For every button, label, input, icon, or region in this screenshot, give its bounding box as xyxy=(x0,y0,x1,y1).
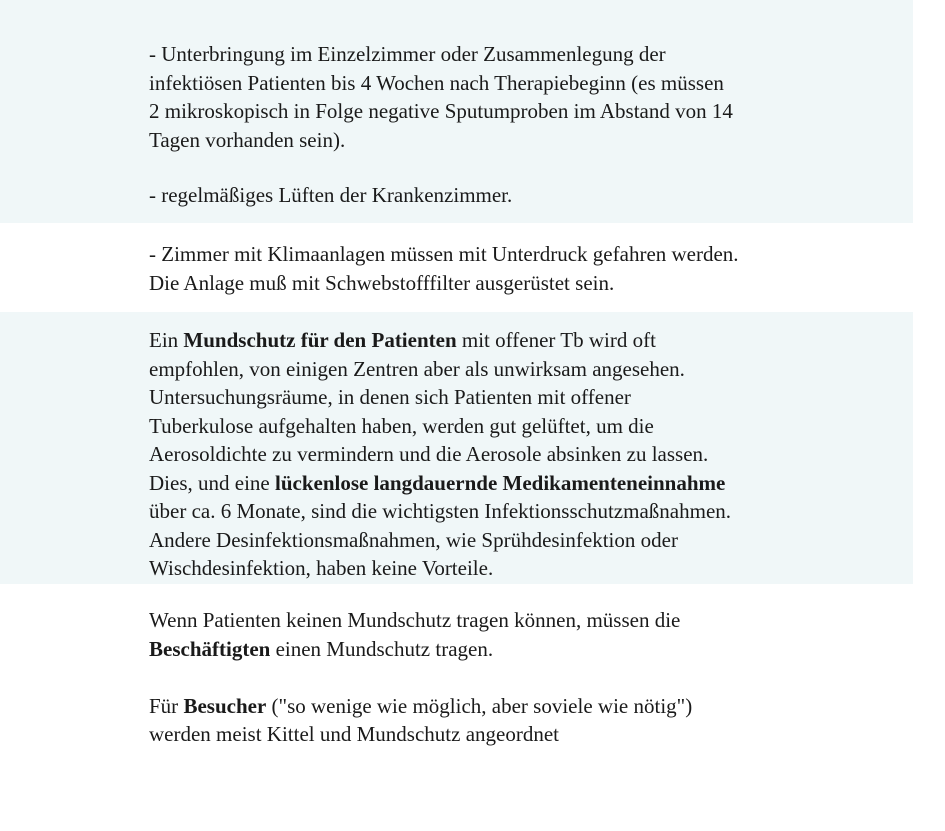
bold-term: Besucher xyxy=(183,693,267,718)
text-line: Tuberkulose aufgehalten haben, werden gut gelüftet, um die xyxy=(149,413,654,438)
staff-paragraph xyxy=(149,606,889,663)
visitors-paragraph xyxy=(149,692,889,749)
section-ventilation xyxy=(149,181,889,210)
text-line: - Unterbringung im Einzelzimmer oder Zusammenlegung der xyxy=(149,42,666,66)
section-isolation xyxy=(149,40,889,154)
text-line: Andere Desinfektionsmaßnahmen, wie Sprühdesinfektion oder xyxy=(149,527,678,552)
air-conditioning-paragraph xyxy=(149,240,889,297)
text-line: Untersuchungsräume, in denen sich Patienten mit offener xyxy=(149,385,631,409)
text-line: Aerosoldichte zu vermindern und die Aerosole absinken zu lassen. xyxy=(149,442,709,466)
text-line: werden meist Kittel und Mundschutz angeordnet xyxy=(149,722,559,746)
mask-paragraph xyxy=(149,326,889,583)
text-line: empfohlen, von einigen Zentren aber als unwirksam angesehen. xyxy=(149,356,685,381)
text-line: Beschäftigten einen Mundschutz tragen. xyxy=(149,636,494,661)
text-line: infektiösen Patienten bis 4 Wochen nach Therapiebeginn (es müssen xyxy=(149,70,724,95)
section-mask xyxy=(149,326,889,583)
text-line: Dies, und eine lückenlose langdauernde Medikamenteneinnahme xyxy=(149,470,726,495)
text-line: 2 mikroskopisch in Folge negative Sputumproben im Abstand von 14 xyxy=(149,99,733,123)
text-line: Ein Mundschutz für den Patienten mit offener Tb wird oft xyxy=(149,328,656,352)
bold-term: lückenlose langdauernde Medikamenteneinnahme xyxy=(274,470,726,495)
text-line: Die Anlage muß mit Schwebstofffilter ausgerüstet sein. xyxy=(149,270,615,295)
text-line: Wenn Patienten keinen Mundschutz tragen können, müssen die xyxy=(149,608,681,632)
ventilation-paragraph: - regelmäßiges Lüften der Krankenzimmer. xyxy=(149,183,513,207)
text-line: Tagen vorhanden sein). xyxy=(149,127,346,152)
text-line: über ca. 6 Monate, sind die wichtigsten Infektionsschutzmaßnahmen. xyxy=(149,499,732,523)
section-air-conditioning xyxy=(149,240,889,297)
text-line: Wischdesinfektion, haben keine Vorteile. xyxy=(149,556,494,580)
section-staff-visitors xyxy=(149,606,889,749)
isolation-paragraph xyxy=(149,40,889,154)
text-line: - Zimmer mit Klimaanlagen müssen mit Unterdruck gefahren werden. xyxy=(149,242,739,266)
bold-term: Beschäftigten xyxy=(149,636,271,661)
text-line: Für Besucher ("so wenige wie möglich, aber soviele wie nötig") xyxy=(149,693,693,718)
bold-term: Mundschutz für den Patienten xyxy=(183,328,457,352)
